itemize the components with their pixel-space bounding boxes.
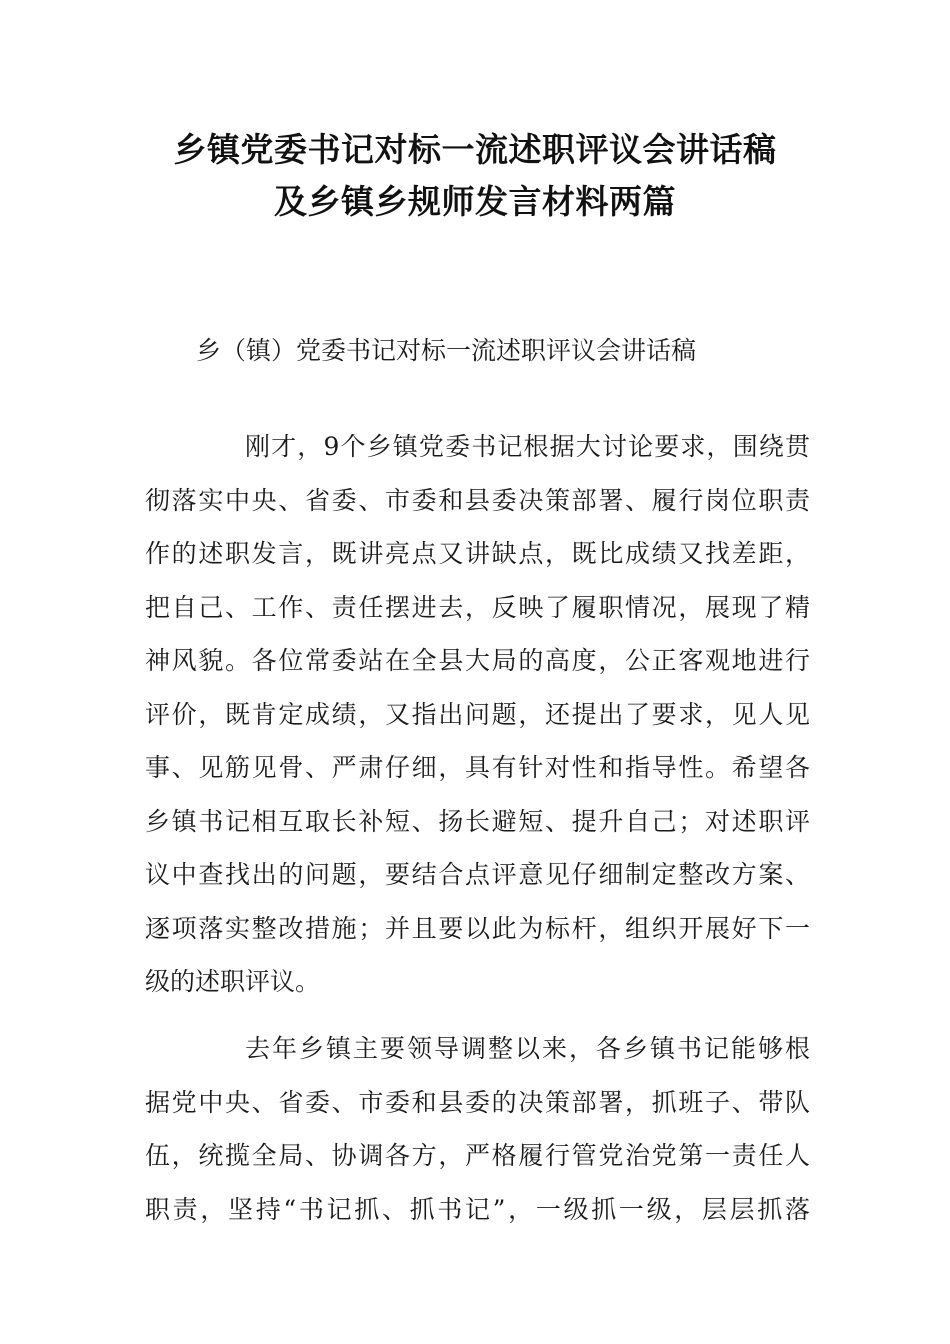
- paragraph-line: 伍，统揽全局、协调各方，严格履行管党治党第一责任人: [145, 1141, 810, 1170]
- paragraph-1: [145, 420, 810, 1009]
- paragraph-line: 去年乡镇主要领导调整以来，各乡镇书记能够根: [245, 1034, 810, 1063]
- paragraph-line: 职责，坚持“书记抓、抓书记”，一级抓一级，层层抓落: [145, 1194, 810, 1224]
- document-title-line-1: 乡镇党委书记对标一流述职评议会讲话稿: [173, 130, 777, 169]
- paragraph-line: 乡镇书记相互取长补短、扬长避短、提升自己；对述职评: [145, 806, 810, 836]
- paragraph-line: 刚才，9个乡镇党委书记根据大讨论要求，围绕贯: [245, 432, 810, 461]
- document-title-line-2: 及乡镇乡规师发言材料两篇: [274, 182, 676, 221]
- paragraph-line: 彻落实中央、省委、市委和县委决策部署、履行岗位职责: [145, 485, 810, 515]
- paragraph-line: 逐项落实整改措施；并且要以此为标杆，组织开展好下一: [145, 913, 810, 943]
- document-subtitle: 乡（镇）党委书记对标一流述职评议会讲话稿: [196, 336, 697, 365]
- paragraph-line: 神风貌。各位常委站在全县大局的高度，公正客观地进行: [145, 646, 810, 675]
- paragraph-line: 作的述职发言，既讲亮点又讲缺点，既比成绩又找差距，: [145, 539, 810, 568]
- paragraph-2: [145, 1022, 810, 1236]
- paragraph-line: 评价，既肯定成绩，又指出问题，还提出了要求，见人见: [145, 699, 810, 729]
- paragraph-line: 议中查找出的问题，要结合点评意见仔细制定整改方案、: [145, 860, 810, 889]
- paragraph-line: 事、见筋见骨、严肃仔细，具有针对性和指导性。希望各: [145, 753, 810, 782]
- paragraph-line: 级的述职评议。: [145, 967, 321, 996]
- paragraph-line: 把自己、工作、责任摆进去，反映了履职情况，展现了精: [145, 592, 810, 622]
- paragraph-line: 据党中央、省委、市委和县委的决策部署，抓班子、带队: [145, 1087, 810, 1117]
